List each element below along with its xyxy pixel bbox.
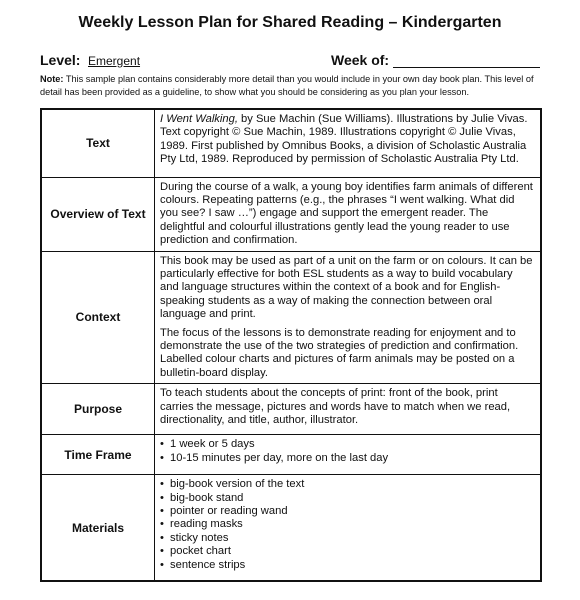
table-row-text bbox=[41, 109, 541, 177]
list-item: • reading masks bbox=[160, 518, 243, 531]
list-item: • 1 week or 5 days bbox=[160, 438, 255, 451]
row-content-text bbox=[155, 109, 542, 177]
table-row-purpose bbox=[41, 384, 541, 435]
book-title: I Went Walking, bbox=[160, 113, 238, 125]
level-label: Level: bbox=[40, 52, 81, 68]
time-frame-list bbox=[160, 438, 534, 465]
row-label-purpose: Purpose bbox=[41, 384, 155, 435]
bullet-icon: • bbox=[160, 518, 164, 531]
note-text: This sample plan contains considerably more detail than you would include in your own day book plan. This level of detail has been provided as a guideline, to show what you should be considering as you plan your lesson. bbox=[40, 74, 534, 97]
level-value: Emergent bbox=[88, 54, 141, 68]
materials-list bbox=[160, 478, 534, 572]
bullet-icon: • bbox=[160, 451, 164, 464]
bullet-icon: • bbox=[160, 438, 164, 451]
table-row-materials bbox=[41, 475, 541, 581]
list-item: • sticky notes bbox=[160, 531, 229, 544]
purpose-text: To teach students about the concepts of print: front of the book, print carries the message, pictures and words have to match when we read, directionality, and title, author, illustrator. bbox=[160, 387, 511, 426]
overview-text: During the course of a walk, a young boy identifies farm animals of different colours. Repeating patterns (e.g., the phrases “I went walking. What did you see? I saw …”) engage and support the emergent reader. The delightful and colourful illustrations gently lead the young reader to use prediction and confirmation. bbox=[160, 180, 533, 247]
row-label-materials: Materials bbox=[41, 475, 155, 581]
note-prefix: Note: bbox=[40, 74, 64, 84]
row-label-time-frame: Time Frame bbox=[41, 435, 155, 475]
list-item: • pointer or reading wand bbox=[160, 505, 288, 517]
row-label-context: Context bbox=[41, 251, 155, 384]
table-row-time-frame bbox=[41, 435, 541, 475]
note-paragraph bbox=[40, 73, 540, 98]
table-row-context bbox=[41, 251, 541, 384]
row-content-materials bbox=[155, 475, 542, 581]
context-paragraph-2: The focus of the lessons is to demonstrate reading for enjoyment and to demonstrate the use of the two strategies of prediction and confirmation. Labelled colour charts and pictures of farm animals may be posted on a bulletin-board display. bbox=[160, 326, 519, 379]
bullet-icon: • bbox=[160, 545, 164, 558]
lesson-plan-table bbox=[40, 108, 542, 582]
row-label-text: Text bbox=[41, 109, 155, 177]
bullet-icon: • bbox=[160, 531, 164, 544]
list-item: • big-book stand bbox=[160, 491, 244, 504]
bullet-icon: • bbox=[160, 505, 164, 517]
page-title: Weekly Lesson Plan for Shared Reading – Kindergarten bbox=[78, 14, 502, 31]
table-row-overview bbox=[41, 177, 541, 251]
row-content-context bbox=[155, 251, 542, 384]
bullet-icon: • bbox=[160, 478, 164, 491]
week-of-label: Week of: bbox=[331, 52, 390, 68]
row-content-purpose bbox=[155, 384, 542, 435]
list-item: • big-book version of the text bbox=[160, 478, 305, 491]
bullet-icon: • bbox=[160, 558, 164, 571]
row-label-overview: Overview of Text bbox=[41, 177, 155, 251]
row-content-overview bbox=[155, 177, 542, 251]
bullet-icon: • bbox=[160, 491, 164, 504]
week-of-blank-line bbox=[393, 67, 540, 68]
text-citation: by Sue Machin (Sue Williams). Illustrations by Julie Vivas. Text copyright © Sue Machin, 1989. Illustrations copyright © Julie Vivas, 1989. First published by Omnibus Books, a division of Scholastic Australia Pty Ltd, 1989. Reproduced by permission of Scholastic Australia Pty Ltd. bbox=[160, 113, 528, 166]
list-item: • pocket chart bbox=[160, 545, 231, 558]
context-paragraph-1: This book may be used as part of a unit on the farm or on colours. It can be particularly effective for both ESL students as a way to build vocabulary and language structures within the context of a book and for English-speaking students as a way of making the connection between oral language and print. bbox=[160, 254, 533, 321]
list-item: • 10-15 minutes per day, more on the last day bbox=[160, 451, 389, 464]
list-item: • sentence strips bbox=[160, 558, 246, 571]
row-content-time-frame bbox=[155, 435, 542, 475]
